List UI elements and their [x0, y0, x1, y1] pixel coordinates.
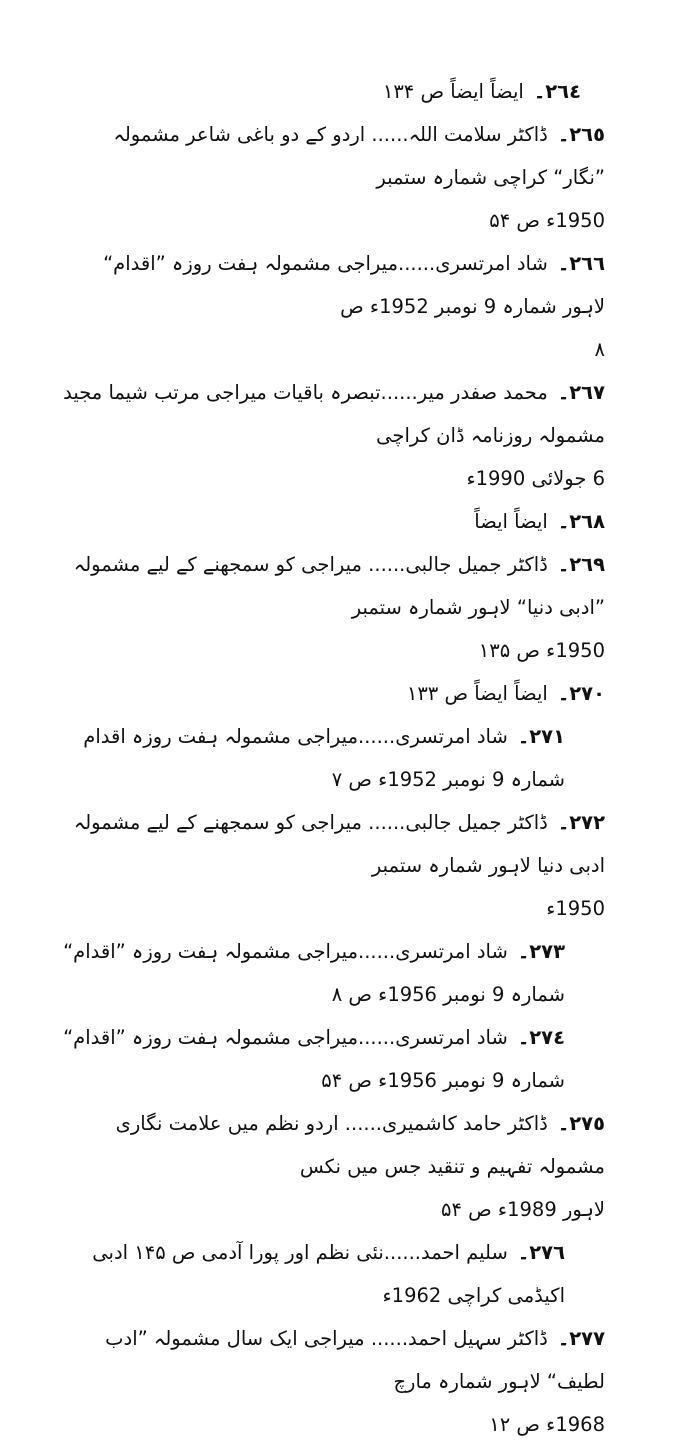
reference-text: ڈاکٹر جمیل جالبی...... میراجی کو سمجھنے کے لیے مشمولہ ادبی دنیا لاہور شمارہ ستمبر — [73, 811, 605, 877]
reference-265 — [60, 113, 605, 242]
reference-number: ٢٦٥۔ — [557, 123, 605, 146]
reference-text: شاد امرتسری......میراجی مشمولہ ہفت روزہ ”اقدام“ شمارہ 9 نومبر 1956ء ص ۸ — [63, 940, 565, 1006]
reference-text: شاد امرتسری......میراجی مشمولہ ہفت روزہ ”اقدام“ لاہور شمارہ 9 نومبر 1952ء ص — [103, 252, 605, 318]
reference-text: ڈاکٹر سہیل احمد...... میراجی ایک سال مشمولہ ”ادب لطیف“ لاہور شمارہ مارچ — [105, 1327, 605, 1393]
reference-number: ٢٧١۔ — [517, 725, 565, 748]
reference-continuation: لاہور 1989ء ص ۵۴ — [441, 1198, 605, 1221]
reference-271 — [60, 715, 605, 801]
reference-text: شاد امرتسری......میراجی مشمولہ ہفت روزہ اقدام شمارہ 9 نومبر 1952ء ص ۷ — [83, 725, 565, 791]
reference-270 — [60, 672, 605, 715]
reference-text: ڈاکٹر جمیل جالبی...... میراجی کو سمجھنے کے لیے مشمولہ ”ادبی دنیا“ لاہور شمارہ ستمبر — [73, 553, 605, 619]
reference-266 — [60, 242, 605, 371]
reference-275 — [60, 1102, 605, 1231]
reference-272 — [60, 801, 605, 930]
reference-text: محمد صفدر میر......تبصرہ باقیات میراجی مرتب شیما مجید مشمولہ روزنامہ ڈان کراچی — [63, 381, 605, 447]
reference-continuation: 6 جولائی 1990ء — [466, 467, 605, 490]
reference-continuation: 1950ء ص ۵۴ — [489, 209, 605, 232]
reference-number: ٢٦٨۔ — [557, 510, 605, 533]
references-list — [60, 70, 605, 1446]
reference-continuation: 1968ء ص ۱۲ — [489, 1413, 605, 1436]
reference-text: شاد امرتسری......میراجی مشمولہ ہفت روزہ ”اقدام“ شمارہ 9 نومبر 1956ء ص ۵۴ — [63, 1026, 565, 1092]
reference-number: ٢٧٢۔ — [557, 811, 605, 834]
reference-268 — [60, 500, 605, 543]
reference-continuation: 1950ء — [546, 897, 605, 920]
reference-number: ٢٧٤۔ — [517, 1026, 565, 1049]
reference-number: ٢٦٤۔ — [533, 80, 581, 103]
reference-number: ٢٦٧۔ — [557, 381, 605, 404]
reference-number: ٢٦٩۔ — [557, 553, 605, 576]
reference-267 — [60, 371, 605, 500]
reference-269 — [60, 543, 605, 672]
reference-number: ٢٧٧۔ — [557, 1327, 605, 1350]
reference-274 — [60, 1016, 605, 1102]
reference-continuation: 1950ء ص ۱۳۵ — [478, 639, 605, 662]
reference-number: ٢٧٣۔ — [517, 940, 565, 963]
reference-number: ٢٧٠۔ — [557, 682, 605, 705]
reference-text: ایضاً ایضاً ص ۱۳۳ — [406, 682, 548, 705]
reference-264 — [60, 70, 605, 113]
reference-number: ٢٧٦۔ — [517, 1241, 565, 1264]
reference-text: ایضاً ایضاً ص ۱۳۴ — [382, 80, 524, 103]
reference-text: ڈاکٹر حامد کاشمیری...... اردو نظم میں علامت نگاری مشمولہ تفہیم و تنقید جس میں نکس — [115, 1112, 605, 1178]
reference-text: ڈاکٹر سلامت اللہ...... اردو کے دو باغی شاعر مشمولہ ”نگار“ کراچی شمارہ ستمبر — [113, 123, 605, 189]
reference-number: ٢٧٥۔ — [557, 1112, 605, 1135]
reference-number: ٢٦٦۔ — [557, 252, 605, 275]
reference-continuation: ۸ — [594, 338, 605, 361]
reference-276 — [60, 1231, 605, 1317]
reference-273 — [60, 930, 605, 1016]
reference-text: ایضاً ایضاً — [474, 510, 548, 533]
reference-277 — [60, 1317, 605, 1446]
reference-text: سلیم احمد......نئی نظم اور پورا آدمی ص ۱۴۵ ادبی اکیڈمی کراچی 1962ء — [92, 1241, 565, 1307]
